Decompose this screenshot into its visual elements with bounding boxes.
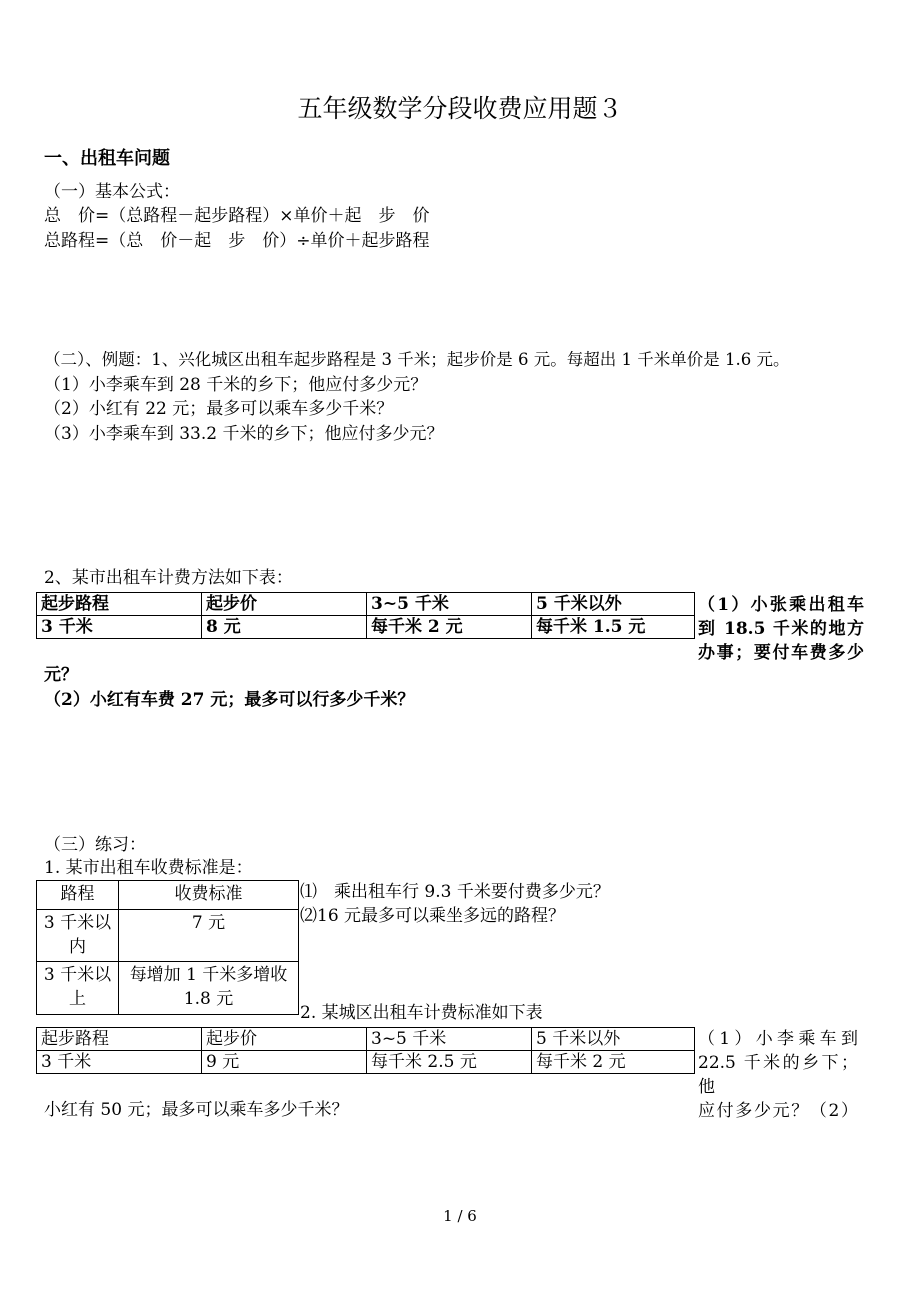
- table-cell: 9 元: [202, 1051, 367, 1074]
- example-question-1: （1）小李乘车到 28 千米的乡下；他应付多少元？: [44, 375, 428, 395]
- subheading-formulas: （一）基本公式：: [44, 182, 180, 202]
- table-cell: 起步价: [202, 593, 367, 616]
- table-cell: 8 元: [202, 616, 367, 639]
- question-line: 应付多少元？（2）: [698, 1101, 858, 1121]
- table-cell: 每增加 1 千米多增收 1.8 元: [119, 962, 299, 1015]
- practice-1-intro: 1. 某市出租车收费标准是：: [44, 858, 253, 878]
- practice-1-question-1: ⑴ 乘出租车行 9.3 千米要付费多少元？: [300, 882, 610, 902]
- practice-heading: （三）练习：: [44, 835, 146, 855]
- example-intro: （二）、例题：1、兴化城区出租车起步路程是 3 千米；起步价是 6 元。每超出 1 千米单价是 1.6 元。: [44, 350, 790, 369]
- question-line: 办事；要付车费多少: [698, 643, 864, 663]
- practice-2-question-1: [698, 1027, 858, 1123]
- table-header-row: [37, 593, 695, 616]
- table-header-row: [37, 1028, 695, 1051]
- table-cell: 起步路程: [37, 1028, 202, 1051]
- table-cell: 路程: [37, 881, 119, 910]
- section-heading-taxi: 一、出租车问题: [44, 148, 170, 169]
- example2-question-2: （2）小红有车费 27 元；最多可以行多少千米？: [44, 690, 415, 710]
- practice-1-question-2: ⑵16 元最多可以乘坐多远的路程？: [300, 906, 566, 926]
- table-cell: 收费标准: [119, 881, 299, 910]
- question-line: 22.5 千米的乡下；他: [698, 1053, 858, 1097]
- table-cell: 起步价: [202, 1028, 367, 1051]
- example2-question-1: [698, 593, 864, 665]
- table-cell: 5 千米以外: [532, 1028, 695, 1051]
- table-cell: 3 千米以内: [37, 909, 119, 962]
- table-cell: 7 元: [119, 909, 299, 962]
- question-line: 到 18.5 千米的地方: [698, 619, 864, 639]
- table-cell: 3~5 千米: [367, 1028, 532, 1051]
- practice-2-intro: 2. 某城区出租车计费标准如下表: [300, 1003, 543, 1023]
- formula-total-distance: 总路程=（总 价－起 步 价）÷单价＋起步路程: [44, 231, 430, 251]
- table-cell: 3 千米以上: [37, 962, 119, 1015]
- table-row: [37, 1051, 695, 1074]
- table-cell: 每千米 1.5 元: [532, 616, 695, 639]
- formula-total-price: 总 价=（总路程－起步路程）×单价＋起 步 价: [44, 206, 430, 226]
- table-header-row: [37, 881, 299, 910]
- example2-intro: 2、某市出租车计费方法如下表：: [44, 568, 293, 588]
- table-row: [37, 909, 299, 962]
- table-row: [37, 616, 695, 639]
- question-line: （1）小张乘出租车: [698, 595, 864, 615]
- example-question-2: （2）小红有 22 元；最多可以乘车多少千米？: [44, 399, 394, 419]
- question-line: （1）小李乘车到: [698, 1029, 858, 1049]
- table-row: [37, 962, 299, 1015]
- table-cell: 每千米 2.5 元: [367, 1051, 532, 1074]
- example2-question-1-end: 元？: [44, 665, 78, 685]
- practice-2-question-2: 小红有 50 元；最多可以乘车多少千米？: [44, 1100, 349, 1120]
- fee-standard-table: [36, 880, 299, 1015]
- table-cell: 每千米 2 元: [532, 1051, 695, 1074]
- page-number: 1 / 6: [443, 1207, 477, 1225]
- example-question-3: （3）小李乘车到 33.2 千米的乡下；他应付多少元？: [44, 424, 444, 444]
- fare-table-practice: [36, 1027, 695, 1074]
- table-cell: 3~5 千米: [367, 593, 532, 616]
- page-title: 五年级数学分段收费应用题３: [297, 94, 623, 123]
- table-cell: 3 千米: [37, 616, 202, 639]
- table-cell: 5 千米以外: [532, 593, 695, 616]
- table-cell: 每千米 2 元: [367, 616, 532, 639]
- table-cell: 起步路程: [37, 593, 202, 616]
- fare-table-example: [36, 592, 695, 639]
- table-cell: 3 千米: [37, 1051, 202, 1074]
